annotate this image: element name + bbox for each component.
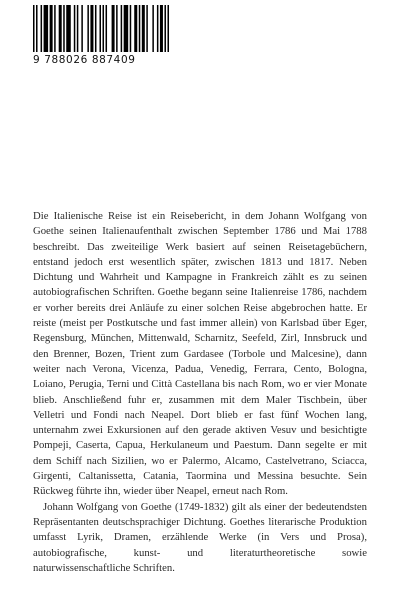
summary-paragraph: Die Italienische Reise ist ein Reisebericht, in dem Johann Wolfgang von Goethe seinen Italienaufenthalt zwischen September 1786 und Mai 1788 beschreibt. Das zweiteilige Werk basiert auf seinen Reisetagebüchern, entstand jedoch erst wesentlich später, zwischen 1813 und 1817. Neben Dichtung und Wahrheit und Kampagne in Frankreich zählt es zu seinen autobiografischen Schriften. Goethe begann seine Italienreise 1786, nachdem er vorher bereits drei Anläufe zu einer solchen Reise abgebrochen hatte. Er reiste (meist per Postkutsche und fast immer allein) von Karlsbad über Eger, Regensburg, München, Mittenwald, Scharnitz, Seefeld, Zirl, Innsbruck und den Brenner, Bozen, Trient zum Gardasee (Torbole und Malcesine), dann weiter nach Verona, Vicenza, Padua, Venedig, Ferrara, Cento, Bologna, Loiano, Perugia, Terni und Città Castellana bis nach Rom, wo er vier Monate blieb. Anschließend fuhr er, zusammen mit dem Maler Tischbein, über Velletri und Fondi nach Neapel. Dort blieb er fast fünf Wochen lang, unternahm zwei Exkursionen auf den gerade aktiven Vesuv und besichtigte Pompeji, Caserta, Capua, Herkulaneum und Paestum. Dann segelte er mit dem Schiff nach Sizilien, wo er Palermo, Alcamo, Castelvetrano, Sciacca, Girgenti, Caltanissetta, Catania, Taormina und Messina besuchte. Sein Rückweg führte ihn, wieder über Neapel, erneut nach Rom.	[33, 210, 367, 498]
isbn-number: 9 788026 887409	[33, 54, 136, 66]
author-paragraph: Johann Wolfgang von Goethe (1749-1832) gilt als einer der bedeutendsten Repräsentanten deutschsprachiger Dichtung. Goethes literarische Produktion umfasst Lyrik, Dramen, erzählende Werke (in Vers und Prosa), autobiografische, kunst- und literaturtheoretische sowie naturwissenschaftliche Schriften.	[33, 500, 367, 574]
barcode-bars	[33, 5, 169, 52]
back-cover-text	[33, 209, 367, 576]
isbn-barcode	[33, 5, 169, 66]
